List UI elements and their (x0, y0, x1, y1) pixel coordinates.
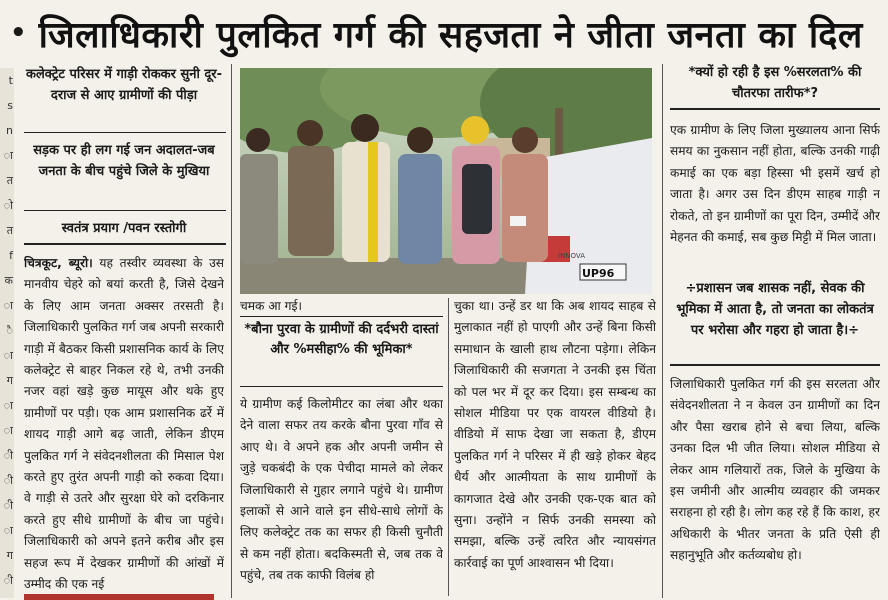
pull-quote-mid: ÷प्रशासन जब शासक नहीं, सेवक की भूमिका में आता है, तो जनता का लोकतंत्र पर भरोसा और गहरा हो जाता है।÷ (676, 281, 874, 338)
byline: स्वतंत्र प्रयाग /पवन रस्तोगी (61, 221, 187, 236)
body-column-3: चुका था। उन्हें डर था कि अब शायद साहब से मुलाकात नहीं हो पाएगी और उन्हें बिना किसी समाधान के खाली हाथ लौटना पड़ेगा। लेकिन जिलाधिकारी की सजगता ने उनकी इस चिंता को पल भर में दूर कर दिया। इस सम्बन्ध का सोशल मीडिया पर एक वायरल वीडियो है।वीडियो में साफ देखा जा सकता है, डीएम पुलकित गर्ग ने परिसर में ही खड़े होकर बेहद धैर्य और आत्मीयता के साथ ग्रामीणों के कागजात देखे और उनकी एक-एक बात को सुना। उन्होंने न सिर्फ उनकी समस्या को समझा, बल्कि उन्हें त्वरित और न्यायसंगत कार्रवाई का पूर्ण आश्वासन भी दिया। (454, 299, 656, 570)
news-photo (240, 68, 652, 294)
body-column-1 (24, 253, 224, 596)
strip-char: ा (3, 149, 13, 162)
strip-char: क (4, 274, 13, 287)
divider (24, 210, 226, 211)
strip-char: ो (3, 199, 13, 212)
deck-2: सड़क पर ही लग गई जन अदालत-जब जनता के बीच पहुंचे जिले के मुखिया (33, 143, 215, 179)
car-brand: INNOVA (558, 252, 586, 260)
adjacent-column-strip (0, 68, 14, 598)
headline (0, 4, 888, 62)
strip-char: f (9, 249, 13, 262)
strip-char: ी (3, 574, 13, 587)
divider (24, 243, 226, 245)
car-plate: UP96 (582, 267, 615, 280)
headline-text: जिलाधिकारी पुलकित गर्ग की सहजता ने जीता जनता का दिल (38, 14, 863, 56)
dateline: चित्रकूट, ब्यूरो। (24, 256, 93, 270)
photo-caption-tail: चमक आ गई। (240, 299, 303, 313)
strip-char: ग (6, 374, 13, 387)
strip-char: त (6, 174, 13, 187)
body-column-2: ये ग्रामीण कई किलोमीटर का लंबा और थका देने वाला सफर तय करके बौना पुरवा गाँव से आए थे। वे अपने हक और अपनी जमीन से जुड़े चकबंदी के एक पेचीदा मामले को लेकर जिलाधिकारी से गुहार लगाने पहुंचे थे। ग्रामीण इलाकों से आने वाले इन सीधे-साधे लोगों के लिए कलेक्ट्रेट तक का सफर ही किसी चुनौती से कम नहीं होता। बदकिस्मती से, जब तक वे पहुंचे, तब तक काफी विलंब हो (240, 397, 443, 583)
strip-char: ा (3, 349, 13, 362)
divider (670, 364, 880, 366)
body-column-4b: जिलाधिकारी पुलकित गर्ग की इस सरलता और संवेदनशीलता ने न केवल उन ग्रामीणों का दिन और पैसा खराब होने से बचा लिया, बल्कि उनका दिल भी जीत लिया। सोशल मीडिया से लेकर आम गलियारों तक, जिले के मुखिया के इस जमीनी और आत्मीय व्यवहार की जमकर सराहना हो रही है। लोग कह रहे हैं कि काश, हर अधिकारी के भीतर जनता के प्रति ऐसी ही सहानुभूति और कर्तव्यबोध हो। (670, 377, 880, 563)
photo-illustration (240, 68, 652, 294)
strip-char: ी (3, 449, 13, 462)
body-column-4a: एक ग्रामीण के लिए जिला मुख्यालय आना सिर्फ समय का नुकसान नहीं होता, बल्कि उनकी गाढ़ी कमाई का एक बड़ा हिस्सा भी इसमें खर्च हो जाता है। अगर उस दिन डीएम साहब गाड़ी न रोकते, तो इन ग्रामीणों का पूरा दिन, उम्मीदें और मेहनत की कमाई, सब कुछ मिट्टी में मिल जाता। (670, 123, 880, 245)
headline-bullet: • (10, 18, 27, 48)
strip-char: ग (6, 549, 13, 562)
deck-1: कलेक्ट्रेट परिसर में गाड़ी रोककर सुनी दूर-दराज से आए ग्रामीणों की पीड़ा (25, 67, 223, 103)
strip-char: ा (3, 399, 13, 412)
pull-quote-top: *क्यों हो रही है इस %सरलता% की चौतरफा तारीफ*? (688, 65, 862, 101)
column-rule (231, 64, 232, 598)
divider (670, 108, 880, 110)
column-rule (662, 64, 663, 598)
strip-char: ा (3, 424, 13, 437)
strip-char: ा (3, 524, 13, 537)
strip-char: n (6, 124, 13, 137)
divider (240, 386, 443, 387)
strip-char: त (6, 224, 13, 237)
strip-char: ी (3, 499, 13, 512)
divider (24, 132, 226, 133)
strip-char: t (8, 74, 13, 87)
strip-char: ै (6, 324, 13, 337)
column-rule (448, 298, 449, 596)
divider (240, 316, 443, 317)
subhead-mid: *बौना पुरवा के ग्रामीणों की दर्दभरी दास्तां और %मसीहा% की भूमिका* (244, 322, 439, 357)
body-text: यह तस्वीर व्यवस्था के उस मानवीय चेहरे को बयां करती है, जिसे देखने के लिए आम जनता अक्सर तरसती है। जिलाधिकारी पुलकित गर्ग जब अपनी सरकारी गाड़ी में बैठकर किसी प्रशासनिक कार्य के लिए कलेक्ट्रेट से बाहर निकल रहे थे, तभी उनकी नजर वहां खड़े कुछ मायूस और थके हुए ग्रामीणों पर पड़ी। एक आम प्रशासनिक ढर्रे में शायद गाड़ी आगे बढ़ जाती, लेकिन डीएम पुलकित गर्ग ने संवेदनशीलता की मिसाल पेश करते हुए तुरंत अपनी गाड़ी को रुकवा दिया। वे गाड़ी से उतरे और सुरक्षा घेरे को दरकिनार करते हुए सीधे ग्रामीणों के बीच जा पहुंचे। जिलाधिकारी को अपने इतने करीब और इस सहज रूप में देखकर ग्रामीणों की आंखों में उम्मीद की एक नई (24, 256, 224, 592)
strip-char: ा (3, 299, 13, 312)
strip-char: ी (3, 474, 13, 487)
red-rule (24, 594, 214, 600)
strip-char: s (7, 99, 13, 112)
